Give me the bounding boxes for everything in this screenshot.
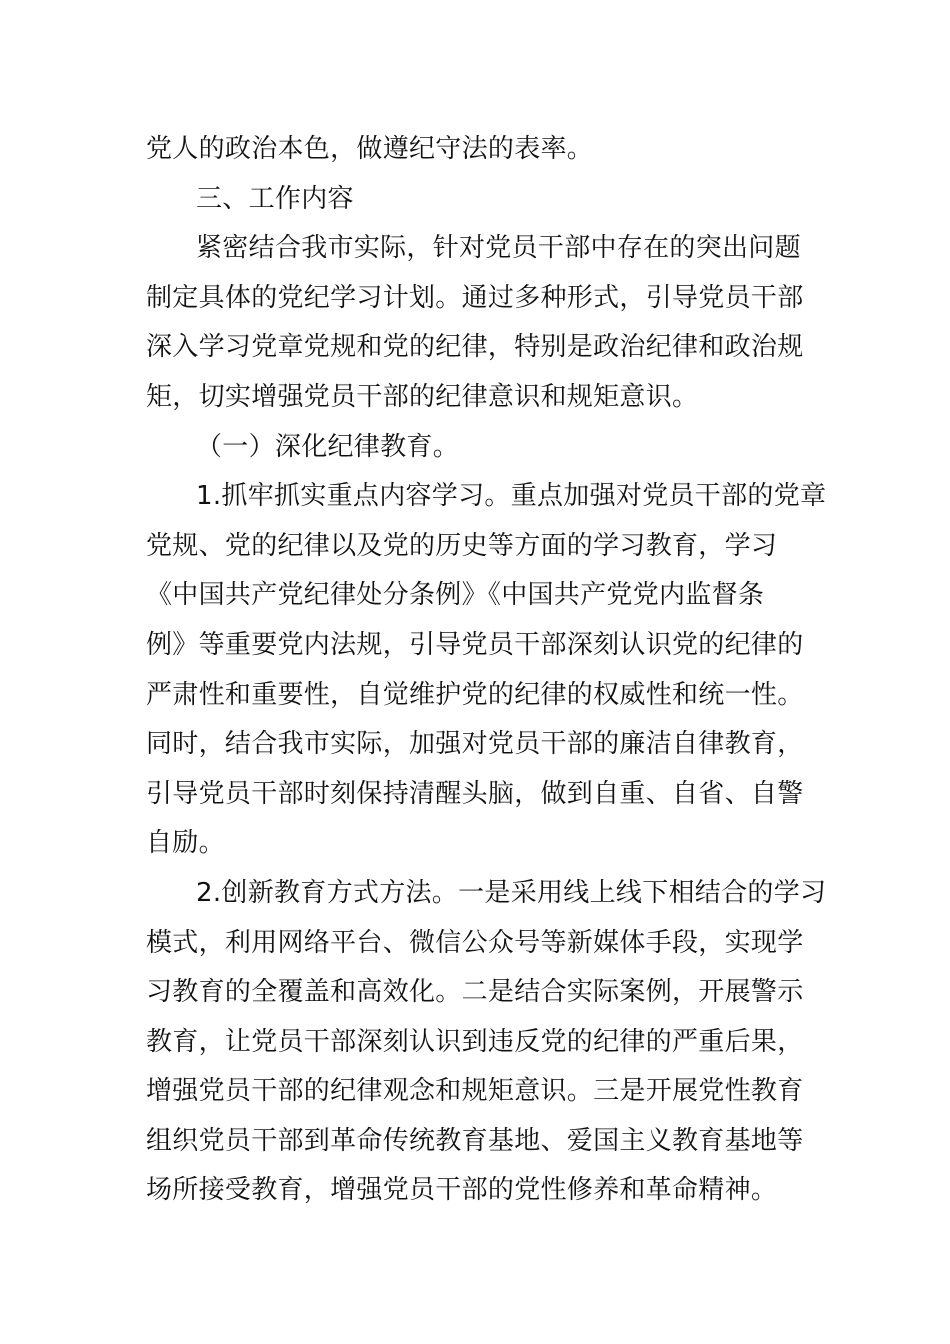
- paragraph-line: 例》等重要党内法规，引导党员干部深刻认识党的纪律的: [146, 629, 804, 660]
- paragraph-line: 习教育的全覆盖和高效化。二是结合实际案例，开展警示: [146, 977, 804, 1008]
- paragraph-line: 场所接受教育，增强党员干部的党性修养和革命精神。: [146, 1175, 778, 1206]
- paragraph-line: 党人的政治本色，做遵纪守法的表率。: [146, 134, 594, 164]
- paragraph-line: 《中国共产党纪律处分条例》《中国共产党党内监督条: [146, 580, 765, 611]
- paragraph-line: 同时，结合我市实际，加强对党员干部的廉洁自律教育，: [146, 729, 804, 760]
- paragraph-line: 矩，切实增强党员干部的纪律意识和规矩意识。: [146, 381, 699, 412]
- paragraph-line: 自励。: [146, 828, 225, 859]
- paragraph-line: 增强党员干部的纪律观念和规矩意识。三是开展党性教育: [146, 1076, 804, 1107]
- section-heading-work-content: 三、工作内容: [196, 183, 354, 214]
- paragraph-line: 严肃性和重要性，自觉维护党的纪律的权威性和统一性。: [146, 679, 804, 710]
- document-body: [146, 125, 827, 1216]
- paragraph-line: 模式，利用网络平台、微信公众号等新媒体手段，实现学: [146, 927, 804, 958]
- paragraph-line: 引导党员干部时刻保持清醒头脑，做到自重、自省、自警: [146, 778, 804, 809]
- paragraph-line: 深入学习党章党规和党的纪律，特别是政治纪律和政治规: [146, 332, 804, 363]
- paragraph-line: 党规、党的纪律以及党的历史等方面的学习教育，学习: [146, 530, 778, 561]
- paragraph-line: 教育，让党员干部深刻认识到违反党的纪律的严重后果，: [146, 1026, 804, 1057]
- paragraph-line: 1.抓牢抓实重点内容学习。重点加强对党员干部的党章: [196, 481, 827, 512]
- subsection-heading-discipline-education: （一）深化纪律教育。: [196, 431, 460, 462]
- paragraph-line: 紧密结合我市实际，针对党员干部中存在的突出问题: [196, 233, 801, 264]
- paragraph-line: 2.创新教育方式方法。一是采用线上线下相结合的学习: [196, 877, 827, 908]
- paragraph-line: 组织党员干部到革命传统教育基地、爱国主义教育基地等: [146, 1125, 804, 1156]
- paragraph-line: 制定具体的党纪学习计划。通过多种形式，引导党员干部: [146, 282, 804, 313]
